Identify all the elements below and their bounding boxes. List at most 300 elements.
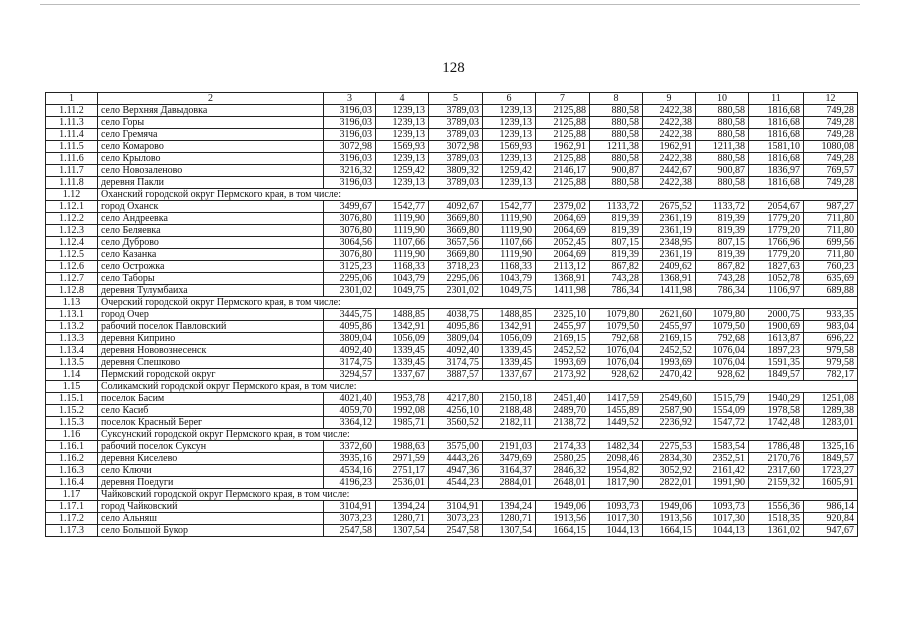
- value-cell: 1239,13: [376, 177, 429, 189]
- value-cell: 786,34: [590, 285, 643, 297]
- value-cell: 1049,75: [376, 285, 429, 297]
- table-row: [46, 309, 858, 321]
- value-cell: 1817,90: [590, 477, 643, 489]
- row-code: 1.11.6: [46, 153, 98, 165]
- value-cell: 1043,79: [376, 273, 429, 285]
- value-cell: 699,56: [804, 237, 858, 249]
- settlement-name: деревня Тулумбаиха: [98, 285, 324, 297]
- row-code: 1.12.5: [46, 249, 98, 261]
- value-cell: 1816,68: [749, 153, 804, 165]
- value-cell: 2125,88: [536, 129, 590, 141]
- row-code: 1.12.8: [46, 285, 98, 297]
- header-cell: 12: [804, 93, 858, 105]
- value-cell: 2455,97: [536, 321, 590, 333]
- row-code: 1.12.7: [46, 273, 98, 285]
- value-cell: 1239,13: [483, 105, 536, 117]
- value-cell: 880,58: [696, 117, 749, 129]
- value-cell: 2064,69: [536, 213, 590, 225]
- value-cell: 3196,03: [324, 129, 376, 141]
- settlement-name: село Ключи: [98, 465, 324, 477]
- value-cell: 3560,52: [429, 417, 483, 429]
- value-cell: 689,88: [804, 285, 858, 297]
- value-cell: 749,28: [804, 153, 858, 165]
- value-cell: 749,28: [804, 117, 858, 129]
- settlement-name: село Беляевка: [98, 225, 324, 237]
- value-cell: 807,15: [696, 237, 749, 249]
- value-cell: 743,28: [696, 273, 749, 285]
- value-cell: 2422,38: [643, 177, 696, 189]
- settlement-name: село Гремяча: [98, 129, 324, 141]
- settlement-name: рабочий поселок Павловский: [98, 321, 324, 333]
- column-number-header: [46, 93, 858, 105]
- row-code: 1.16.1: [46, 441, 98, 453]
- row-code: 1.12.6: [46, 261, 98, 273]
- value-cell: 1613,87: [749, 333, 804, 345]
- value-cell: 1307,54: [376, 525, 429, 537]
- value-cell: 2587,90: [643, 405, 696, 417]
- header-cell: 8: [590, 93, 643, 105]
- value-cell: 2295,06: [324, 273, 376, 285]
- value-cell: 1913,56: [643, 513, 696, 525]
- settlement-name: поселок Басим: [98, 393, 324, 405]
- value-cell: 1962,91: [643, 141, 696, 153]
- value-cell: 1239,13: [376, 153, 429, 165]
- value-cell: 1978,58: [749, 405, 804, 417]
- value-cell: 3789,03: [429, 105, 483, 117]
- value-cell: 1325,16: [804, 441, 858, 453]
- table-row: [46, 261, 858, 273]
- value-cell: 711,80: [804, 249, 858, 261]
- value-cell: 3372,60: [324, 441, 376, 453]
- value-cell: 1119,90: [483, 225, 536, 237]
- value-cell: 2751,17: [376, 465, 429, 477]
- value-cell: 2675,52: [643, 201, 696, 213]
- value-cell: 1076,04: [590, 345, 643, 357]
- row-code: 1.11.4: [46, 129, 98, 141]
- value-cell: 3809,04: [324, 333, 376, 345]
- value-cell: 2536,01: [376, 477, 429, 489]
- value-cell: 1337,67: [376, 369, 429, 381]
- value-cell: 1962,91: [536, 141, 590, 153]
- value-cell: 1133,72: [590, 201, 643, 213]
- scan-top-edge: [40, 4, 860, 5]
- value-cell: 1488,85: [376, 309, 429, 321]
- value-cell: 1280,71: [483, 513, 536, 525]
- row-code: 1.17.2: [46, 513, 98, 525]
- value-cell: 2451,40: [536, 393, 590, 405]
- value-cell: 1239,13: [483, 177, 536, 189]
- value-cell: 1988,63: [376, 441, 429, 453]
- settlement-name: деревня Киселево: [98, 453, 324, 465]
- value-cell: 1119,90: [376, 225, 429, 237]
- tariff-table: [45, 92, 858, 537]
- value-cell: 635,69: [804, 273, 858, 285]
- value-cell: 3499,67: [324, 201, 376, 213]
- settlement-name: Пермский городской округ: [98, 369, 324, 381]
- value-cell: 1556,36: [749, 501, 804, 513]
- value-cell: 2409,62: [643, 261, 696, 273]
- value-cell: 986,14: [804, 501, 858, 513]
- value-cell: 3104,91: [324, 501, 376, 513]
- value-cell: 1411,98: [643, 285, 696, 297]
- value-cell: 1554,09: [696, 405, 749, 417]
- value-cell: 1569,93: [483, 141, 536, 153]
- value-cell: 4947,36: [429, 465, 483, 477]
- value-cell: 1342,91: [483, 321, 536, 333]
- header-cell: 4: [376, 93, 429, 105]
- value-cell: 2173,92: [536, 369, 590, 381]
- table-row: [46, 105, 858, 117]
- value-cell: 2884,01: [483, 477, 536, 489]
- value-cell: 1119,90: [376, 249, 429, 261]
- value-cell: 1455,89: [590, 405, 643, 417]
- value-cell: 2125,88: [536, 117, 590, 129]
- value-cell: 2422,38: [643, 153, 696, 165]
- value-cell: 1993,69: [643, 357, 696, 369]
- value-cell: 1816,68: [749, 117, 804, 129]
- value-cell: 1076,04: [696, 357, 749, 369]
- table-row: [46, 117, 858, 129]
- value-cell: 2621,60: [643, 309, 696, 321]
- value-cell: 786,34: [696, 285, 749, 297]
- value-cell: 1044,13: [590, 525, 643, 537]
- value-cell: 880,58: [696, 177, 749, 189]
- value-cell: 1239,13: [376, 105, 429, 117]
- value-cell: 1239,13: [376, 117, 429, 129]
- settlement-name: деревня Пакли: [98, 177, 324, 189]
- value-cell: 1394,24: [376, 501, 429, 513]
- table-row: [46, 453, 858, 465]
- value-cell: 3789,03: [429, 177, 483, 189]
- value-cell: 1518,35: [749, 513, 804, 525]
- value-cell: 1417,59: [590, 393, 643, 405]
- table-row: [46, 405, 858, 417]
- settlement-name: село Альняш: [98, 513, 324, 525]
- section-title: Очерский городской округ Пермского края, в том числе:: [98, 297, 858, 309]
- value-cell: 711,80: [804, 225, 858, 237]
- value-cell: 2470,42: [643, 369, 696, 381]
- value-cell: 3196,03: [324, 105, 376, 117]
- settlement-name: село Комарово: [98, 141, 324, 153]
- value-cell: 2174,33: [536, 441, 590, 453]
- value-cell: 3052,92: [643, 465, 696, 477]
- value-cell: 1482,34: [590, 441, 643, 453]
- value-cell: 3196,03: [324, 117, 376, 129]
- value-cell: 1168,33: [376, 261, 429, 273]
- value-cell: 1076,04: [590, 357, 643, 369]
- value-cell: 1280,71: [376, 513, 429, 525]
- value-cell: 1816,68: [749, 129, 804, 141]
- row-code: 1.13.1: [46, 309, 98, 321]
- value-cell: 4095,86: [429, 321, 483, 333]
- value-cell: 1076,04: [696, 345, 749, 357]
- row-code: 1.11.7: [46, 165, 98, 177]
- value-cell: 1168,33: [483, 261, 536, 273]
- value-cell: 3669,80: [429, 225, 483, 237]
- value-cell: 3164,37: [483, 465, 536, 477]
- value-cell: 696,22: [804, 333, 858, 345]
- value-cell: 880,58: [696, 153, 749, 165]
- value-cell: 2295,06: [429, 273, 483, 285]
- value-cell: 4544,23: [429, 477, 483, 489]
- section-row: [46, 297, 858, 309]
- table-row: [46, 237, 858, 249]
- table-row: [46, 477, 858, 489]
- settlement-name: село Верхняя Давыдовка: [98, 105, 324, 117]
- value-cell: 4443,26: [429, 453, 483, 465]
- value-cell: 1052,78: [749, 273, 804, 285]
- settlement-name: город Оханск: [98, 201, 324, 213]
- table-row: [46, 465, 858, 477]
- value-cell: 1547,72: [696, 417, 749, 429]
- table-row: [46, 393, 858, 405]
- header-cell: 5: [429, 93, 483, 105]
- row-code: 1.15.3: [46, 417, 98, 429]
- value-cell: 2159,32: [749, 477, 804, 489]
- value-cell: 3789,03: [429, 117, 483, 129]
- value-cell: 1569,93: [376, 141, 429, 153]
- value-cell: 2064,69: [536, 249, 590, 261]
- value-cell: 1591,35: [749, 357, 804, 369]
- value-cell: 2301,02: [429, 285, 483, 297]
- value-cell: 983,04: [804, 321, 858, 333]
- value-cell: 792,68: [696, 333, 749, 345]
- value-cell: 3076,80: [324, 225, 376, 237]
- value-cell: 2150,18: [483, 393, 536, 405]
- row-code: 1.15.2: [46, 405, 98, 417]
- value-cell: 2422,38: [643, 105, 696, 117]
- value-cell: 1361,02: [749, 525, 804, 537]
- row-code: 1.13.3: [46, 333, 98, 345]
- value-cell: 2161,42: [696, 465, 749, 477]
- value-cell: 1337,67: [483, 369, 536, 381]
- value-cell: 4217,80: [429, 393, 483, 405]
- value-cell: 1953,78: [376, 393, 429, 405]
- value-cell: 819,39: [590, 249, 643, 261]
- table-row: [46, 153, 858, 165]
- row-code: 1.13.2: [46, 321, 98, 333]
- settlement-name: рабочий поселок Суксун: [98, 441, 324, 453]
- page-number: 128: [442, 60, 465, 76]
- value-cell: 1119,90: [483, 213, 536, 225]
- value-cell: 743,28: [590, 273, 643, 285]
- value-cell: 2361,19: [643, 225, 696, 237]
- row-code: 1.11.3: [46, 117, 98, 129]
- value-cell: 1940,29: [749, 393, 804, 405]
- header-cell: 6: [483, 93, 536, 105]
- value-cell: 1664,15: [643, 525, 696, 537]
- value-cell: 1542,77: [483, 201, 536, 213]
- value-cell: 1044,13: [696, 525, 749, 537]
- value-cell: 1339,45: [483, 357, 536, 369]
- row-code: 1.13: [46, 297, 98, 309]
- value-cell: 1093,73: [696, 501, 749, 513]
- value-cell: 3887,57: [429, 369, 483, 381]
- value-cell: 3196,03: [324, 153, 376, 165]
- value-cell: 1119,90: [483, 249, 536, 261]
- value-cell: 1080,08: [804, 141, 858, 153]
- row-code: 1.16.4: [46, 477, 98, 489]
- row-code: 1.15.1: [46, 393, 98, 405]
- value-cell: 1339,45: [483, 345, 536, 357]
- value-cell: 1339,45: [376, 345, 429, 357]
- value-cell: 947,67: [804, 525, 858, 537]
- row-code: 1.16.3: [46, 465, 98, 477]
- value-cell: 1259,42: [376, 165, 429, 177]
- table-row: [46, 129, 858, 141]
- value-cell: 1949,06: [536, 501, 590, 513]
- value-cell: 807,15: [590, 237, 643, 249]
- header-cell: 7: [536, 93, 590, 105]
- table-row: [46, 225, 858, 237]
- value-cell: 1779,20: [749, 249, 804, 261]
- value-cell: 1107,66: [483, 237, 536, 249]
- value-cell: 2054,67: [749, 201, 804, 213]
- value-cell: 4095,86: [324, 321, 376, 333]
- value-cell: 2052,45: [536, 237, 590, 249]
- section-row: [46, 189, 858, 201]
- value-cell: 2275,53: [643, 441, 696, 453]
- value-cell: 782,17: [804, 369, 858, 381]
- value-cell: 2098,46: [590, 453, 643, 465]
- value-cell: 1849,57: [804, 453, 858, 465]
- row-code: 1.12.2: [46, 213, 98, 225]
- table-row: [46, 417, 858, 429]
- value-cell: 1239,13: [483, 117, 536, 129]
- value-cell: 3294,57: [324, 369, 376, 381]
- value-cell: 3445,75: [324, 309, 376, 321]
- value-cell: 928,62: [590, 369, 643, 381]
- value-cell: 2169,15: [536, 333, 590, 345]
- value-cell: 1093,73: [590, 501, 643, 513]
- value-cell: 2348,95: [643, 237, 696, 249]
- value-cell: 2113,12: [536, 261, 590, 273]
- value-cell: 1043,79: [483, 273, 536, 285]
- value-cell: 3809,32: [429, 165, 483, 177]
- row-code: 1.13.4: [46, 345, 98, 357]
- value-cell: 4092,67: [429, 201, 483, 213]
- value-cell: 867,82: [590, 261, 643, 273]
- value-cell: 2169,15: [643, 333, 696, 345]
- value-cell: 2547,58: [324, 525, 376, 537]
- value-cell: 819,39: [590, 225, 643, 237]
- value-cell: 1239,13: [376, 129, 429, 141]
- value-cell: 1339,45: [376, 357, 429, 369]
- value-cell: 1394,24: [483, 501, 536, 513]
- value-cell: 2188,48: [483, 405, 536, 417]
- value-cell: 792,68: [590, 333, 643, 345]
- value-cell: 2834,30: [643, 453, 696, 465]
- value-cell: 3364,12: [324, 417, 376, 429]
- row-code: 1.17.1: [46, 501, 98, 513]
- section-row: [46, 489, 858, 501]
- value-cell: 2236,92: [643, 417, 696, 429]
- table-row: [46, 213, 858, 225]
- value-cell: 1449,52: [590, 417, 643, 429]
- settlement-name: село Новозаленово: [98, 165, 324, 177]
- table-row: [46, 249, 858, 261]
- settlement-name: деревня Спешково: [98, 357, 324, 369]
- settlement-name: село Казанка: [98, 249, 324, 261]
- value-cell: 933,35: [804, 309, 858, 321]
- section-title: Соликамский городской округ Пермского края, в том числе:: [98, 381, 858, 393]
- value-cell: 1542,77: [376, 201, 429, 213]
- value-cell: 2146,17: [536, 165, 590, 177]
- value-cell: 1816,68: [749, 105, 804, 117]
- value-cell: 3789,03: [429, 153, 483, 165]
- value-cell: 4038,75: [429, 309, 483, 321]
- value-cell: 1991,90: [696, 477, 749, 489]
- row-code: 1.12: [46, 189, 98, 201]
- value-cell: 867,82: [696, 261, 749, 273]
- value-cell: 880,58: [590, 153, 643, 165]
- value-cell: 1605,91: [804, 477, 858, 489]
- value-cell: 1993,69: [536, 357, 590, 369]
- table-row: [46, 333, 858, 345]
- value-cell: 1049,75: [483, 285, 536, 297]
- value-cell: 819,39: [696, 249, 749, 261]
- settlement-name: поселок Красный Берег: [98, 417, 324, 429]
- value-cell: 1836,97: [749, 165, 804, 177]
- value-cell: 3072,98: [429, 141, 483, 153]
- value-cell: 1954,82: [590, 465, 643, 477]
- value-cell: 2547,58: [429, 525, 483, 537]
- value-cell: 1913,56: [536, 513, 590, 525]
- value-cell: 3064,56: [324, 237, 376, 249]
- value-cell: 2352,51: [696, 453, 749, 465]
- value-cell: 1342,91: [376, 321, 429, 333]
- value-cell: 1119,90: [376, 213, 429, 225]
- value-cell: 1239,13: [483, 129, 536, 141]
- value-cell: 3789,03: [429, 129, 483, 141]
- value-cell: 2455,97: [643, 321, 696, 333]
- value-cell: 2000,75: [749, 309, 804, 321]
- table-row: [46, 501, 858, 513]
- value-cell: 2846,32: [536, 465, 590, 477]
- value-cell: 900,87: [590, 165, 643, 177]
- value-cell: 979,58: [804, 357, 858, 369]
- value-cell: 1786,48: [749, 441, 804, 453]
- value-cell: 1283,01: [804, 417, 858, 429]
- value-cell: 1079,50: [590, 321, 643, 333]
- header-cell: 3: [324, 93, 376, 105]
- section-row: [46, 381, 858, 393]
- value-cell: 1017,30: [590, 513, 643, 525]
- value-cell: 4534,16: [324, 465, 376, 477]
- value-cell: 1827,63: [749, 261, 804, 273]
- value-cell: 769,57: [804, 165, 858, 177]
- value-cell: 2549,60: [643, 393, 696, 405]
- value-cell: 3196,03: [324, 177, 376, 189]
- row-code: 1.17.3: [46, 525, 98, 537]
- header-cell: 9: [643, 93, 696, 105]
- value-cell: 3125,23: [324, 261, 376, 273]
- value-cell: 880,58: [590, 177, 643, 189]
- value-cell: 2125,88: [536, 177, 590, 189]
- value-cell: 1307,54: [483, 525, 536, 537]
- value-cell: 2452,52: [643, 345, 696, 357]
- settlement-name: село Дуброво: [98, 237, 324, 249]
- value-cell: 1664,15: [536, 525, 590, 537]
- settlement-name: город Очер: [98, 309, 324, 321]
- header-cell: 11: [749, 93, 804, 105]
- value-cell: 1368,91: [536, 273, 590, 285]
- row-code: 1.11.2: [46, 105, 98, 117]
- value-cell: 880,58: [590, 105, 643, 117]
- value-cell: 1259,42: [483, 165, 536, 177]
- value-cell: 3669,80: [429, 213, 483, 225]
- header-cell: 2: [98, 93, 324, 105]
